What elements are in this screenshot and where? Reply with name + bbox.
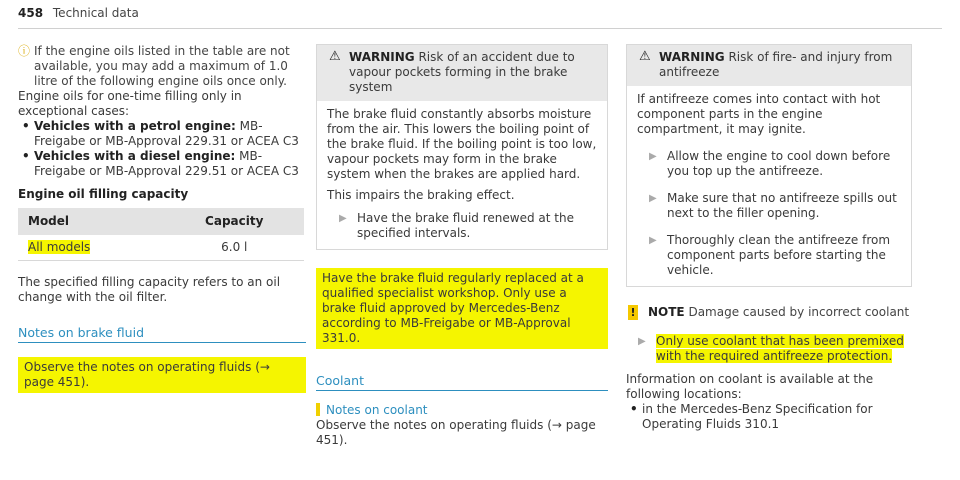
warning-headline: Risk of fire- and injury from antifreeze	[659, 50, 893, 79]
note-headline: Damage caused by incorrect coolant	[684, 305, 910, 319]
info-icon: ⓘ	[18, 44, 31, 58]
after-table-text: The specified filling capacity refers to an oil change with the oil filter.	[18, 275, 281, 304]
info-text: If the engine oils listed in the table are not available, you may add a maximum of 1.0 litre of the following engine oils once only.	[34, 44, 290, 88]
warning-effect: This impairs the braking effect.	[327, 188, 515, 202]
capacity-heading: Engine oil filling capacity	[18, 187, 189, 201]
list-item: • in the Mercedes-Benz Specification for Operating Fluids 310.1	[626, 402, 912, 432]
coolant-bullets	[626, 402, 912, 432]
brake-highlight: Observe the notes on operating fluids (→ page 451).	[18, 357, 306, 393]
step-arrow-icon: ▶	[649, 193, 657, 204]
warning-body	[317, 101, 607, 249]
warning-triangle-icon: ⚠	[329, 49, 341, 64]
column-middle	[316, 44, 608, 448]
warning-step: ▶ Make sure that no antifreeze spills out next to the filler opening.	[649, 191, 897, 220]
brake-replace-highlight: Have the brake fluid regularly replaced at a qualified specialist workshop. Only use a brake fluid approved by Mercedes-Benz according to MB-Freigabe or MB-Approval 331.0.	[316, 268, 608, 349]
page-number: 458	[18, 6, 44, 20]
marker-icon	[316, 403, 320, 416]
antifreeze-warning-box	[626, 44, 912, 287]
warning-step: ▶ Allow the engine to cool down before you top up the antifreeze.	[649, 149, 891, 178]
brake-section-title: Notes on brake fluid	[18, 325, 306, 343]
warning-label: WARNING	[349, 50, 415, 64]
coolant-subtitle: Notes on coolant	[316, 403, 608, 418]
note-label: NOTE	[648, 305, 685, 319]
coolant-info-text: Information on coolant is available at the following locations:	[626, 372, 874, 401]
coolant-text: Observe the notes on operating fluids (→ page 451).	[316, 418, 596, 447]
brake-warning-box	[316, 44, 608, 250]
page-header	[18, 6, 942, 29]
column-right	[626, 44, 912, 432]
page-title: Technical data	[52, 6, 139, 20]
warning-header	[317, 45, 607, 101]
capacity-table	[18, 208, 304, 261]
coolant-section-title: Coolant	[316, 373, 608, 391]
list-item: • Vehicles with a petrol engine: MB-Freigabe or MB-Approval 229.31 or ACEA C3	[18, 119, 306, 149]
step-arrow-icon: ▶	[649, 235, 657, 246]
exception-intro: Engine oils for one-time filling only in exceptional cases:	[18, 89, 242, 118]
step-arrow-icon: ▶	[638, 336, 646, 347]
table-cell-model: All models	[18, 235, 164, 261]
warning-headline: Risk of an accident due to vapour pockets forming in the brake system	[349, 50, 575, 94]
info-note	[18, 44, 306, 89]
warning-label: WARNING	[659, 50, 725, 64]
warning-text: If antifreeze comes into contact with hot component parts in the engine compartment, it may ignite.	[637, 92, 881, 136]
step-arrow-icon: ▶	[339, 213, 347, 224]
table-header-row	[18, 208, 304, 235]
oil-bullets	[18, 119, 306, 179]
note-exclamation-icon: !	[628, 305, 638, 320]
warning-header	[627, 45, 911, 86]
warning-body	[627, 86, 911, 286]
table-cell-capacity: 6.0 l	[164, 235, 304, 261]
list-item: • Vehicles with a diesel engine: MB-Freigabe or MB-Approval 229.51 or ACEA C3	[18, 149, 306, 179]
warning-text: The brake fluid constantly absorbs moisture from the air. This lowers the boiling point of the brake fluid. If the boiling point is too low, vapour pockets may form in the brake system when the brakes are applied hard.	[327, 107, 597, 181]
step-arrow-icon: ▶	[649, 151, 657, 162]
warning-step: ▶ Thoroughly clean the antifreeze from component parts before starting the vehicle.	[649, 233, 891, 277]
warning-step: ▶ Have the brake fluid renewed at the specified intervals.	[339, 211, 574, 240]
column-header-capacity: Capacity	[164, 208, 304, 235]
note-step: ▶ Only use coolant that has been premixed with the required antifreeze protection.	[638, 334, 904, 363]
coolant-note	[626, 305, 912, 320]
table-row	[18, 235, 304, 261]
column-left	[18, 44, 306, 393]
column-header-model: Model	[18, 208, 164, 235]
warning-triangle-icon: ⚠	[639, 49, 651, 64]
